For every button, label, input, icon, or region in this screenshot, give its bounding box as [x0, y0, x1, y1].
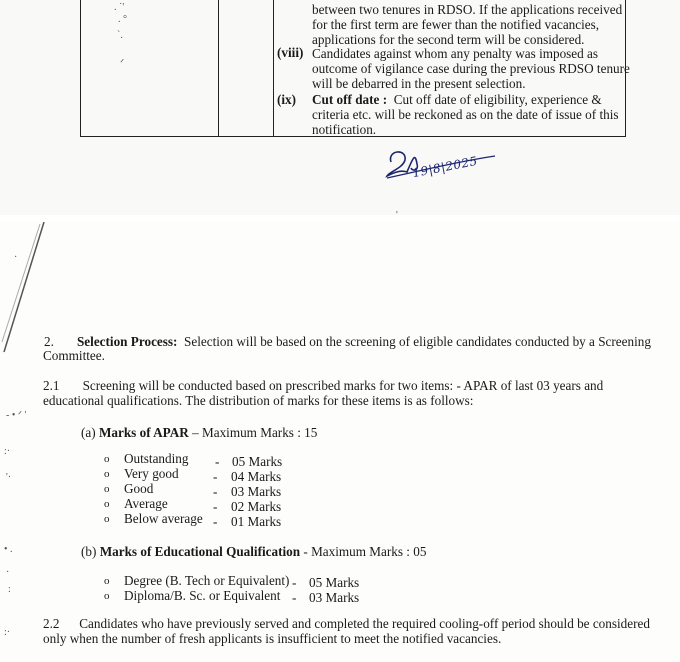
apar-dash: - [215, 454, 220, 469]
edu-max-marks: - Maximum Marks : 05 [300, 544, 427, 559]
edu-marks: 05 Marks [309, 575, 360, 590]
scan-speck: . ° [118, 14, 127, 25]
scan-speck: · [14, 252, 18, 263]
section-21-text: Screening will be conducted based on prescribed marks for two items: - APAR of last 03 years and [82, 378, 604, 393]
bullet-icon: o [104, 498, 110, 510]
scan-speck: - • ᐟ ' [6, 410, 27, 421]
item-viii-line: will be debarred in the present selection. [312, 76, 526, 91]
scan-speck: ' [396, 210, 398, 221]
apar-grade: Outstanding [124, 451, 189, 466]
section-2-heading: Selection Process: [76, 334, 178, 349]
apar-grade: Very good [124, 466, 179, 481]
scan-speck: • . [4, 544, 13, 555]
item-number-ix: (ix) [277, 92, 297, 107]
section-21-line1 [43, 378, 603, 394]
apar-heading: Marks of APAR [98, 425, 189, 440]
apar-grade: Average [124, 496, 168, 511]
continued-text-line: applications for the second term will be considered. [312, 32, 585, 47]
scan-speck: . ˙' [114, 2, 125, 13]
bullet-icon: o [104, 590, 110, 602]
edu-heading-line [81, 544, 426, 560]
bullet-icon: o [104, 468, 110, 480]
section-22-number: 2.2 [43, 616, 60, 631]
section-21-number: 2.1 [43, 378, 60, 393]
apar-marks: 05 Marks [232, 454, 283, 469]
item-viii-line: outcome of vigilance case during the previous RDSO tenure [312, 61, 630, 76]
bullet-icon: o [104, 453, 110, 465]
apar-heading-line [81, 425, 317, 441]
section-22-line1 [43, 616, 650, 632]
section-2-line2: Committee. [43, 348, 105, 363]
scan-speck: : [8, 584, 11, 595]
bullet-icon: o [104, 575, 110, 587]
apar-dash: - [213, 499, 218, 514]
current-page [0, 222, 680, 662]
section-21-line2: educational qualifications. The distribution of marks for these items is as follows: [43, 393, 474, 408]
edu-marks: 03 Marks [309, 590, 360, 605]
table-border-mid2 [273, 0, 274, 136]
item-ix-line: notification. [312, 122, 377, 137]
scan-speck: '· [6, 472, 12, 483]
apar-grade: Below average [124, 511, 203, 526]
continued-text-line: for the first term are fewer than the notified vacancies, [312, 17, 600, 32]
scan-speck: `. [117, 30, 123, 41]
scan-speck: :· [4, 627, 11, 638]
cut-off-date-text: Cut off date of eligibility, experience & [393, 92, 602, 107]
section-22-text: Candidates who have previously served and completed the required cooling-off period should be considered [79, 616, 650, 631]
edu-dash: - [292, 590, 297, 605]
bullet-icon: o [104, 483, 110, 495]
scan-speck: ᐟ [120, 58, 125, 69]
edu-qualification: Degree (B. Tech or Equivalent) [124, 573, 290, 588]
apar-marks: 01 Marks [231, 514, 282, 529]
scan-speck: · [6, 567, 10, 578]
table-border-left [80, 0, 81, 136]
bullet-icon: o [104, 513, 110, 525]
table-border-mid [218, 0, 219, 136]
section-2-number: 2. [44, 334, 54, 349]
apar-marks: 02 Marks [231, 499, 282, 514]
apar-marks: 04 Marks [231, 469, 282, 484]
edu-qualification: Diploma/B. Sc. or Equivalent [124, 588, 281, 603]
scan-speck: :· [4, 446, 11, 457]
section-22-line2: only when the number of fresh applicants is insufficient to meet the notified vacancies. [43, 631, 502, 646]
section-2-line1 [44, 334, 651, 350]
edu-heading: Marks of Educational Qualification [99, 544, 301, 559]
apar-marks: 03 Marks [231, 484, 282, 499]
continued-text-line: between two tenures in RDSO. If the applications received [312, 2, 623, 17]
edu-dash: - [292, 575, 297, 590]
apar-dash: - [213, 484, 218, 499]
item-ix-first-line [312, 92, 602, 108]
item-number-viii: (viii) [277, 45, 304, 60]
apar-dash: - [213, 469, 218, 484]
section-2-text: Selection will be based on the screening of eligible candidates conducted by a Screening [184, 334, 651, 349]
item-ix-line: criteria etc. will be reckoned as on the date of issue of this [312, 107, 619, 122]
signature-date: 19|8|2025 [411, 153, 479, 181]
edu-label: (b) [81, 544, 97, 559]
previous-page-fragment [0, 0, 680, 221]
apar-grade: Good [124, 481, 154, 496]
apar-max-marks: – Maximum Marks : 15 [188, 425, 318, 440]
apar-label: (a) [81, 425, 96, 440]
apar-dash: - [213, 514, 218, 529]
page-binding-mark [0, 222, 50, 362]
item-viii-line: Candidates against whom any penalty was imposed as [312, 46, 599, 61]
cut-off-date-heading: Cut off date : [312, 92, 388, 107]
